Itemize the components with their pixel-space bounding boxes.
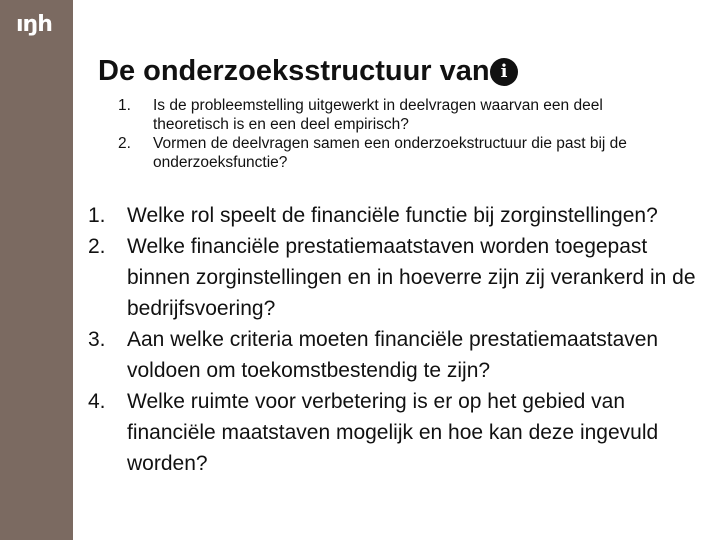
list-text: Welke financiële prestatiemaatstaven worden toegepast binnen zorginstellingen en in hoeverre zijn zij verankerd in de bedrijfsvoering? (127, 235, 696, 320)
list-text: Welke ruimte voor verbetering is er op het gebied van financiële maatstaven mogelijk en hoe kan deze ingevuld worden? (127, 390, 659, 475)
list-number: 2. (88, 235, 106, 258)
list-item (88, 200, 708, 231)
list-number: 3. (88, 328, 106, 351)
list-item (108, 96, 668, 134)
list-text: Welke rol speelt de financiële functie bij zorginstellingen? (127, 204, 658, 227)
list-number: 1. (88, 204, 106, 227)
list-text: Vormen de deelvragen samen een onderzoekstructuur die past bij de onderzoeksfunctie? (153, 135, 627, 171)
list-number: 4. (88, 390, 106, 413)
list-item (88, 324, 708, 386)
slide-title: De onderzoeksstructuur van (98, 55, 490, 87)
sub-question-list (108, 96, 668, 172)
list-number: 1. (118, 97, 131, 114)
hanze-logo: ıŋh (16, 12, 52, 37)
list-item (108, 134, 668, 172)
list-text: Is de probleemstelling uitgewerkt in deelvragen waarvan een deel theoretisch is en een deel empirisch? (153, 97, 603, 133)
list-item (88, 386, 708, 479)
list-item (88, 231, 708, 324)
research-question-list (88, 200, 708, 479)
list-number: 2. (118, 135, 131, 152)
info-icon[interactable]: i (490, 58, 518, 86)
brand-sidebar (0, 0, 73, 540)
list-text: Aan welke criteria moeten financiële prestatiemaatstaven voldoen om toekomstbestendig te zijn? (127, 328, 659, 382)
